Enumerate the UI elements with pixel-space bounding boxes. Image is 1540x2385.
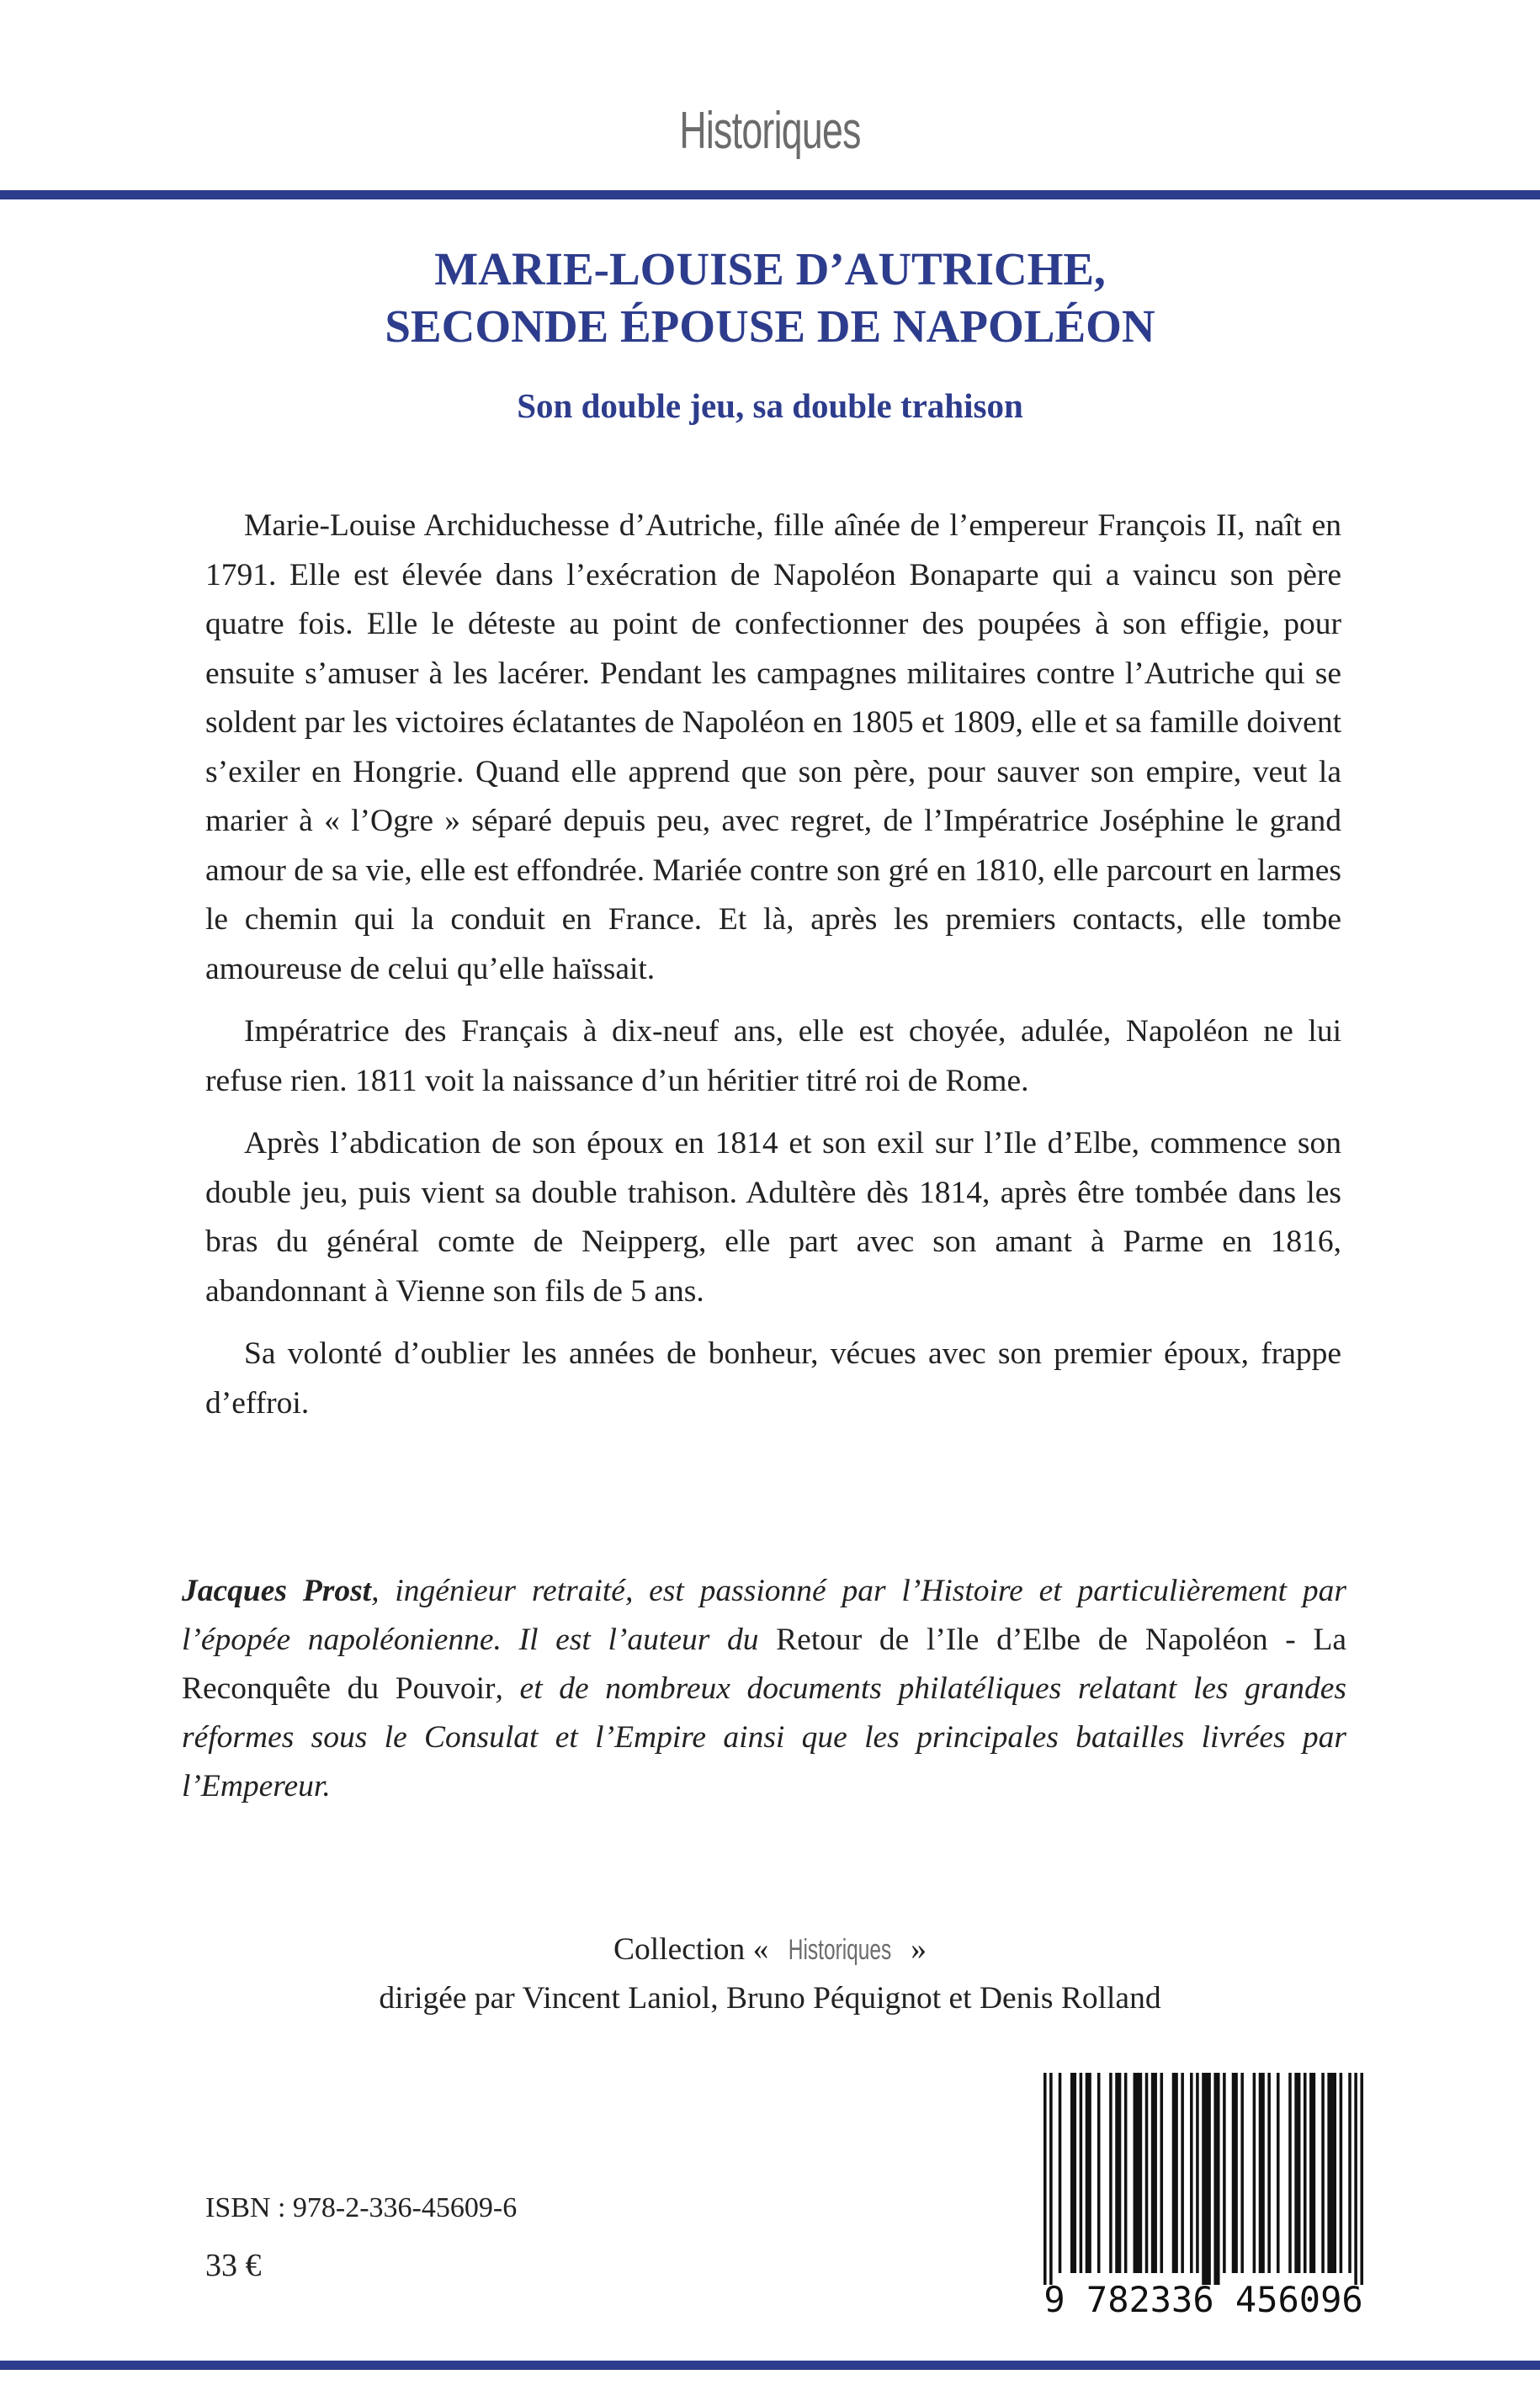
summary-paragraph-3: Après l’abdication de son époux en 1814 et son exil sur l’Ile d’Elbe, commence son double jeu, puis vient sa double trahison. Adultère dès 1814, après être tombée dans les bras du général comte de Neipperg, elle part avec son amant à Parme en 1816, abandonnant à Vienne son fils de 5 ans.	[205, 1126, 1341, 1309]
barcode-bar	[1348, 2073, 1351, 2273]
author-bio-part-1: , ingénieur retraité, est passionné par l’Histoire et particulièrement par l’épopée napoléonienne. Il est l’auteur du	[182, 1574, 1347, 1657]
barcode-bar	[1145, 2073, 1149, 2273]
summary-text	[205, 502, 1341, 1442]
barcode-bar	[1202, 2073, 1211, 2285]
summary-paragraph-2: Impératrice des Français à dix-neuf ans, elle est choyée, adulée, Napoléon ne lui refuse rien. 1811 voit la naissance d’un héritier titré roi de Rome.	[205, 1014, 1341, 1098]
barcode-bar	[1294, 2073, 1300, 2273]
barcode-bar	[1340, 2073, 1343, 2273]
author-work-title: Retour de l’Ile d’Elbe de Napoléon - La Reconquête du Pouvoir	[182, 1623, 1346, 1706]
price: 33 €	[205, 2248, 262, 2283]
barcode-bar	[1043, 2073, 1047, 2285]
book-title	[0, 241, 1540, 355]
collection-info	[0, 1926, 1540, 2023]
barcode-bar	[1232, 2073, 1238, 2273]
barcode-bar	[1109, 2073, 1113, 2273]
barcode-bar	[1309, 2073, 1315, 2273]
barcode-bar	[1097, 2073, 1101, 2273]
top-rule	[0, 190, 1540, 199]
book-subtitle: Son double jeu, sa double trahison	[517, 386, 1023, 425]
barcode-bar	[1327, 2073, 1336, 2273]
barcode-bar	[1196, 2073, 1199, 2273]
barcode-bar	[1172, 2073, 1178, 2273]
barcode-bar	[1240, 2073, 1244, 2273]
title-line-2: SECONDE ÉPOUSE DE NAPOLÉON	[385, 300, 1155, 352]
collection-line	[0, 1926, 1540, 1974]
barcode-bar	[1259, 2073, 1265, 2273]
barcode-bar	[1181, 2073, 1184, 2273]
collection-series-name: Historiques	[788, 1934, 892, 1966]
barcode-bars	[1043, 2073, 1363, 2285]
barcode-bar	[1213, 2073, 1219, 2285]
barcode-bar	[1223, 2073, 1226, 2273]
summary-paragraph-4: Sa volonté d’oublier les années de bonheur, vécues avec son premier époux, frappe d’effroi.	[205, 1336, 1341, 1421]
barcode-bar	[1304, 2073, 1307, 2273]
collection-prefix: Collection «	[613, 1932, 769, 1967]
barcode-digits: 9 782336 456096	[1043, 2279, 1363, 2319]
bottom-rule	[0, 2361, 1540, 2370]
barcode-bar	[1288, 2073, 1292, 2273]
series-heading: Historiques	[679, 102, 861, 160]
collection-directors: dirigée par Vincent Laniol, Bruno Péquignot et Denis Rolland	[379, 1981, 1161, 2016]
author-bio-part-2: , et de nombreux documents philatéliques relatant les grandes réformes sous le Consulat et l’Empire ainsi que les principales batailles livrées par l’Empereur.	[182, 1671, 1346, 1803]
barcode-bar	[1080, 2073, 1083, 2273]
barcode-bar	[1321, 2073, 1325, 2273]
author-name: Jacques Prost	[182, 1574, 372, 1608]
barcode-bar	[1160, 2073, 1164, 2273]
barcode-bar	[1115, 2073, 1121, 2273]
barcode-bar	[1354, 2073, 1357, 2285]
barcode-bar	[1190, 2073, 1193, 2273]
title-line-1: MARIE-LOUISE D’AUTRICHE,	[434, 243, 1106, 295]
barcode-bar	[1360, 2073, 1363, 2285]
barcode-bar	[1070, 2073, 1076, 2273]
collection-suffix: »	[911, 1932, 927, 1967]
barcode-bar	[1134, 2073, 1143, 2273]
barcode-bar	[1267, 2073, 1271, 2273]
barcode-bar	[1086, 2073, 1091, 2273]
barcode-bar	[1049, 2073, 1053, 2285]
isbn-number: ISBN : 978-2-336-45609-6	[205, 2192, 518, 2223]
barcode-bar	[1059, 2073, 1062, 2273]
barcode-bar	[1124, 2073, 1128, 2273]
barcode-bar	[1253, 2073, 1256, 2273]
author-bio	[182, 1567, 1346, 1811]
barcode	[1035, 2066, 1372, 2319]
summary-paragraph-1: Marie-Louise Archiduchesse d’Autriche, fille aînée de l’empereur François II, naît en 1791. Elle est élevée dans l’exécration de Napoléon Bonaparte qui a vaincu son père quatre fois. Elle le déteste au point de confectionner des poupées à son effigie, pour ensuite s’amuser à les lacérer. Pendant les campagnes militaires contre l’Autriche qui se soldent par les victoires éclatantes de Napoléon en 1805 et 1809, elle et sa famille doivent s’exiler en Hongrie. Quand elle apprend que son père, pour sauver son empire, veut la marier à « l’Ogre » séparé depuis peu, avec regret, de l’Impératrice Joséphine le grand amour de sa vie, elle est effondrée. Mariée contre son gré en 1810, elle parcourt en larmes le chemin qui la conduit en France. Et là, après les premiers contacts, elle tombe amoureuse de celui qu’elle haïssait.	[205, 508, 1341, 986]
barcode-bar	[1277, 2073, 1280, 2273]
barcode-bar	[1151, 2073, 1157, 2273]
